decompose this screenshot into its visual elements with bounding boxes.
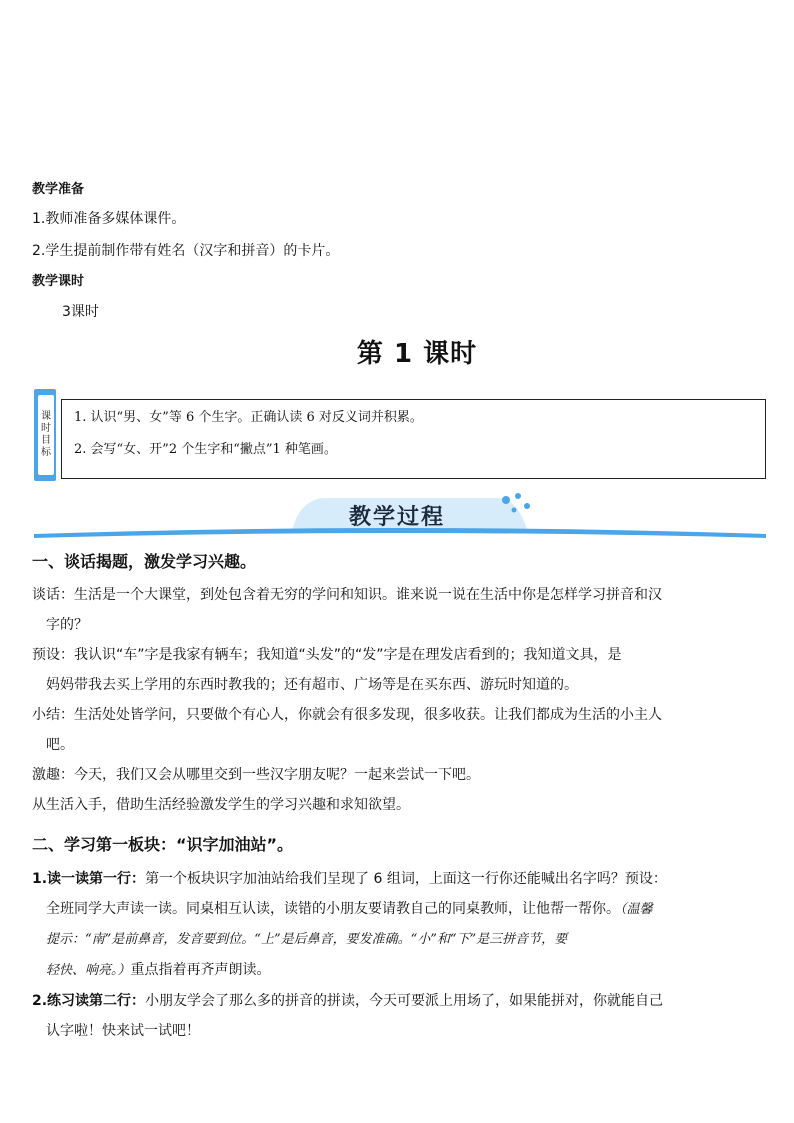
section2-item1-hint-end: 轻快、响亮。） xyxy=(46,963,131,978)
section1-body xyxy=(32,580,762,820)
goals-tab-char-3: 目 xyxy=(41,435,51,446)
section1-p1-line1: 谈话：生活是一个大课堂，到处包含着无穷的学问和知识。谁来说一说在生活中你是怎样学习拼音和汉 xyxy=(32,587,662,603)
section2-item1-line3: 提示：“南”是前鼻音，发音要到位。“上”是后鼻音，要发准确。“小”和“下”是三拼音节，要 xyxy=(46,932,568,947)
section2-item1-line1 xyxy=(32,864,762,894)
section1-p4: 激趣：今天，我们又会从哪里交到一些汉字朋友呢？一起来尝试一下吧。 xyxy=(32,767,480,783)
section1-p1-line2: 字的？ xyxy=(46,617,88,633)
prep-item-1: 1.教师准备多媒体课件。 xyxy=(32,211,186,227)
section1-heading: 一、谈话揭题，激发学习兴趣。 xyxy=(32,552,257,571)
splash-dot-2 xyxy=(515,493,521,499)
section1-p3-line1: 小结：生活处处皆学问，只要做个有心人，你就会有很多发现，很多收获。让我们都成为生活的小主人 xyxy=(32,707,662,723)
section2-body xyxy=(32,864,762,1046)
goal-item-2: 2. 会写“女、开”2 个生字和“撇点”1 种笔画。 xyxy=(74,442,337,457)
banner-title: 教学过程 xyxy=(348,505,445,530)
section2-item2-text: 小朋友学会了那么多的拼音的拼读，今天可要派上用场了，如果能拼对，你就能自己 xyxy=(145,993,664,1009)
section2-item2-label: 2.练习读第二行： xyxy=(32,993,146,1009)
section1-p2-line1: 预设：我认识“车”字是我家有辆车；我知道“头发”的“发”字是在理发店看到的；我知道文具，是 xyxy=(32,647,622,663)
section2-item1-line4 xyxy=(32,955,762,986)
goals-tab-char-2: 时 xyxy=(41,423,51,434)
lesson-title: 第 1 课时 xyxy=(356,339,478,369)
section2-heading: 二、学习第一板块：“识字加油站”。 xyxy=(32,835,294,854)
section2-item1-hint-start: （温馨 xyxy=(620,902,653,917)
goal-item-1: 1. 认识“男、女”等 6 个生字。正确认读 6 对反义词并积累。 xyxy=(74,410,423,425)
prep-item-2: 2.学生提前制作带有姓名（汉字和拼音）的卡片。 xyxy=(32,243,340,259)
prep-heading: 教学准备 xyxy=(32,182,85,197)
goals-tab-char-1: 课 xyxy=(41,411,51,422)
hours-heading: 教学课时 xyxy=(32,274,85,289)
section2-item2-line1 xyxy=(32,986,762,1016)
section2-item1-label: 1.读一读第一行： xyxy=(32,871,146,887)
goals-tab-char-4: 标 xyxy=(41,447,51,458)
goals-box xyxy=(61,399,766,479)
section2-item1-line2 xyxy=(32,894,762,925)
section1-p2-line2: 妈妈带我去买上学用的东西时教我的；还有超市、广场等是在买东西、游玩时知道的。 xyxy=(46,677,578,693)
goals-tab xyxy=(34,389,56,481)
section1-p5: 从生活入手，借助生活经验激发学生的学习兴趣和求知欲望。 xyxy=(32,797,410,813)
section2-item1-text-b: 全班同学大声读一读。同桌相互认读，读错的小朋友要请教自己的同桌教师，让他帮一帮你。 xyxy=(46,901,620,917)
section2-item1-text: 第一个板块识字加油站给我们呈现了 6 组词，上面这一行你还能喊出名字吗？预设： xyxy=(145,871,667,887)
section2-item1-text-e: 重点指着再齐声朗读。 xyxy=(130,962,271,978)
section2-item2-line2: 认字啦！快来试一试吧！ xyxy=(46,1023,200,1039)
hours-value: 3课时 xyxy=(62,304,99,320)
section1-p3-line2: 吧。 xyxy=(46,737,74,753)
